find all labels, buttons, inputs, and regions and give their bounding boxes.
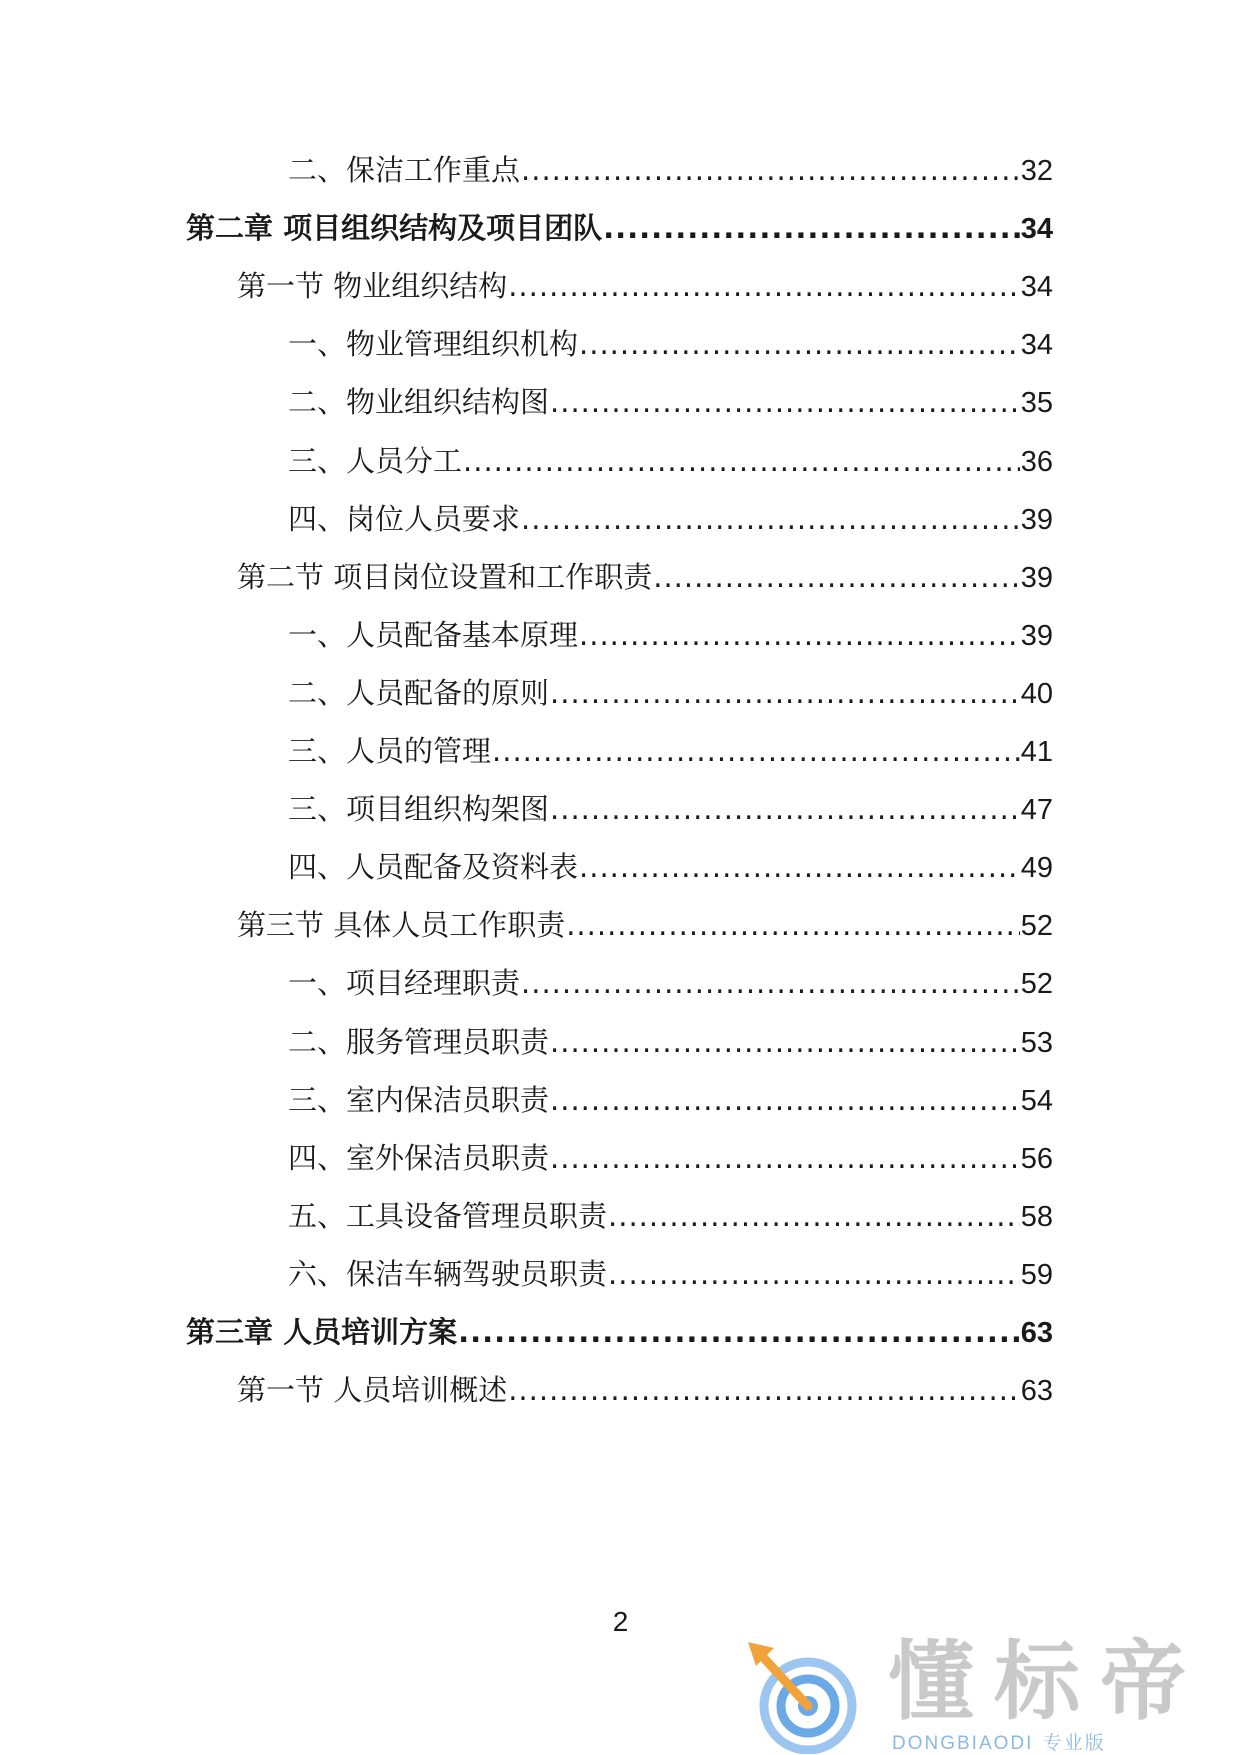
toc-entry-page: 52	[1020, 968, 1053, 1001]
toc-entry-title: 三、人员分工	[288, 443, 463, 478]
toc-entry-page: 39	[1020, 561, 1053, 594]
toc-entry-chapter[interactable]	[186, 208, 1053, 248]
toc-entry-section[interactable]	[237, 1370, 1053, 1410]
toc-entry-title: 二、服务管理员职责	[288, 1024, 550, 1059]
toc-entry-page: 34	[1020, 271, 1053, 304]
toc-dot-leader	[550, 1022, 1020, 1062]
toc-entry-item[interactable]	[288, 382, 1053, 422]
toc-entry-page: 59	[1020, 1258, 1053, 1291]
toc-dot-leader	[550, 673, 1020, 713]
toc-entry-title: 五、工具设备管理员职责	[288, 1198, 608, 1233]
toc-entry-title: 二、物业组织结构图	[288, 385, 550, 420]
toc-entry-chapter[interactable]	[186, 1312, 1053, 1352]
toc-dot-leader	[653, 557, 1020, 597]
toc-entry-page: 32	[1020, 155, 1053, 187]
watermark-subtitle-latin: DONGBIAODI	[892, 1733, 1034, 1754]
toc-entry-page: 47	[1020, 794, 1053, 827]
toc-dot-leader	[579, 847, 1020, 887]
toc-entry-page: 34	[1020, 329, 1053, 362]
brand-watermark	[740, 1632, 1241, 1754]
toc-entry-item[interactable]	[288, 847, 1053, 887]
toc-entry-page: 53	[1020, 1026, 1053, 1059]
toc-dot-leader	[608, 1196, 1020, 1236]
toc-entry-title: 二、保洁工作重点	[288, 153, 521, 187]
toc-entry-item[interactable]	[288, 1138, 1053, 1178]
toc-dot-leader	[550, 1138, 1020, 1178]
toc-entry-title: 三、室内保洁员职责	[288, 1082, 550, 1117]
toc-entry-page: 49	[1020, 852, 1053, 885]
toc-dot-leader	[521, 150, 1020, 190]
toc-entry-page: 35	[1020, 387, 1053, 420]
toc-entry-section[interactable]	[237, 266, 1053, 306]
toc-dot-leader	[508, 1370, 1020, 1410]
toc-dot-leader	[579, 324, 1020, 364]
toc-entry-item[interactable]	[288, 731, 1053, 771]
toc-dot-leader	[550, 1080, 1020, 1120]
toc-entry-title: 四、室外保洁员职责	[288, 1140, 550, 1175]
toc-entry-item[interactable]	[288, 499, 1053, 539]
toc-entry-title: 一、物业管理组织机构	[288, 327, 579, 362]
toc-entry-title: 二、人员配备的原则	[288, 675, 550, 710]
toc-entry-item[interactable]	[288, 1080, 1053, 1120]
toc-dot-leader	[566, 905, 1020, 945]
toc-entry-title: 第三章 人员培训方案	[186, 1315, 458, 1349]
toc-entry-page: 39	[1020, 619, 1053, 652]
toc-entry-item[interactable]	[288, 1196, 1053, 1236]
toc-entry-item[interactable]	[288, 1022, 1053, 1062]
toc-dot-leader	[608, 1254, 1020, 1294]
watermark-brand-text: 懂标帝	[888, 1632, 1206, 1732]
toc-entry-item[interactable]	[288, 441, 1053, 481]
toc-dot-leader	[508, 266, 1020, 306]
target-logo-icon	[740, 1632, 870, 1754]
toc-entry-title: 一、项目经理职责	[288, 966, 521, 1001]
toc-entry-title: 四、人员配备及资料表	[288, 850, 579, 885]
toc-entry-page: 54	[1020, 1084, 1053, 1117]
toc-entry-item[interactable]	[288, 963, 1053, 1003]
toc-dot-leader	[603, 208, 1020, 248]
toc-entry-page: 58	[1020, 1200, 1053, 1233]
toc-entry-item[interactable]	[288, 673, 1053, 713]
toc-entry-section[interactable]	[237, 557, 1053, 597]
toc-entry-title: 六、保洁车辆驾驶员职责	[288, 1256, 608, 1291]
toc-dot-leader	[521, 963, 1020, 1003]
watermark-subtitle-cn: 专业版	[1042, 1733, 1106, 1754]
toc-dot-leader	[458, 1312, 1020, 1352]
toc-dot-leader	[550, 789, 1020, 829]
toc-entry-item[interactable]	[288, 789, 1053, 829]
toc-entry-title: 第一节 人员培训概述	[237, 1373, 508, 1408]
toc-entry-title: 第三节 具体人员工作职责	[237, 908, 566, 943]
toc-entry-page: 52	[1020, 910, 1053, 943]
toc-entry-page: 36	[1020, 445, 1053, 478]
toc-entry-item[interactable]	[288, 324, 1053, 364]
toc-entry-page: 34	[1020, 213, 1053, 246]
toc-entry-page: 39	[1020, 503, 1053, 536]
toc-entry-page: 63	[1020, 1375, 1053, 1408]
toc-entry-title: 四、岗位人员要求	[288, 501, 521, 536]
toc-entry-page: 56	[1020, 1142, 1053, 1175]
toc-dot-leader	[521, 499, 1020, 539]
toc-entry-item[interactable]	[288, 615, 1053, 655]
watermark-subtitle	[892, 1728, 1106, 1755]
toc-entry-title: 第一节 物业组织结构	[237, 269, 508, 304]
toc-entry-title: 第二节 项目岗位设置和工作职责	[237, 559, 653, 594]
toc-entry-title: 一、人员配备基本原理	[288, 617, 579, 652]
toc-entry-page: 63	[1020, 1317, 1053, 1349]
toc-entry-title: 三、项目组织构架图	[288, 792, 550, 827]
toc-entry-section[interactable]	[237, 905, 1053, 945]
toc-entry-page: 41	[1020, 736, 1053, 768]
page-number: 2	[612, 1606, 629, 1637]
toc-dot-leader	[492, 731, 1020, 771]
toc-entry-title: 第二章 项目组织结构及项目团队	[186, 211, 603, 246]
toc-entry-item[interactable]	[288, 150, 1053, 190]
toc-dot-leader	[463, 441, 1020, 481]
toc-entry-title: 三、人员的管理	[288, 734, 492, 768]
toc-entry-item[interactable]	[288, 1254, 1053, 1294]
toc-dot-leader	[550, 382, 1020, 422]
toc-entry-page: 40	[1020, 677, 1053, 710]
toc-dot-leader	[579, 615, 1020, 655]
